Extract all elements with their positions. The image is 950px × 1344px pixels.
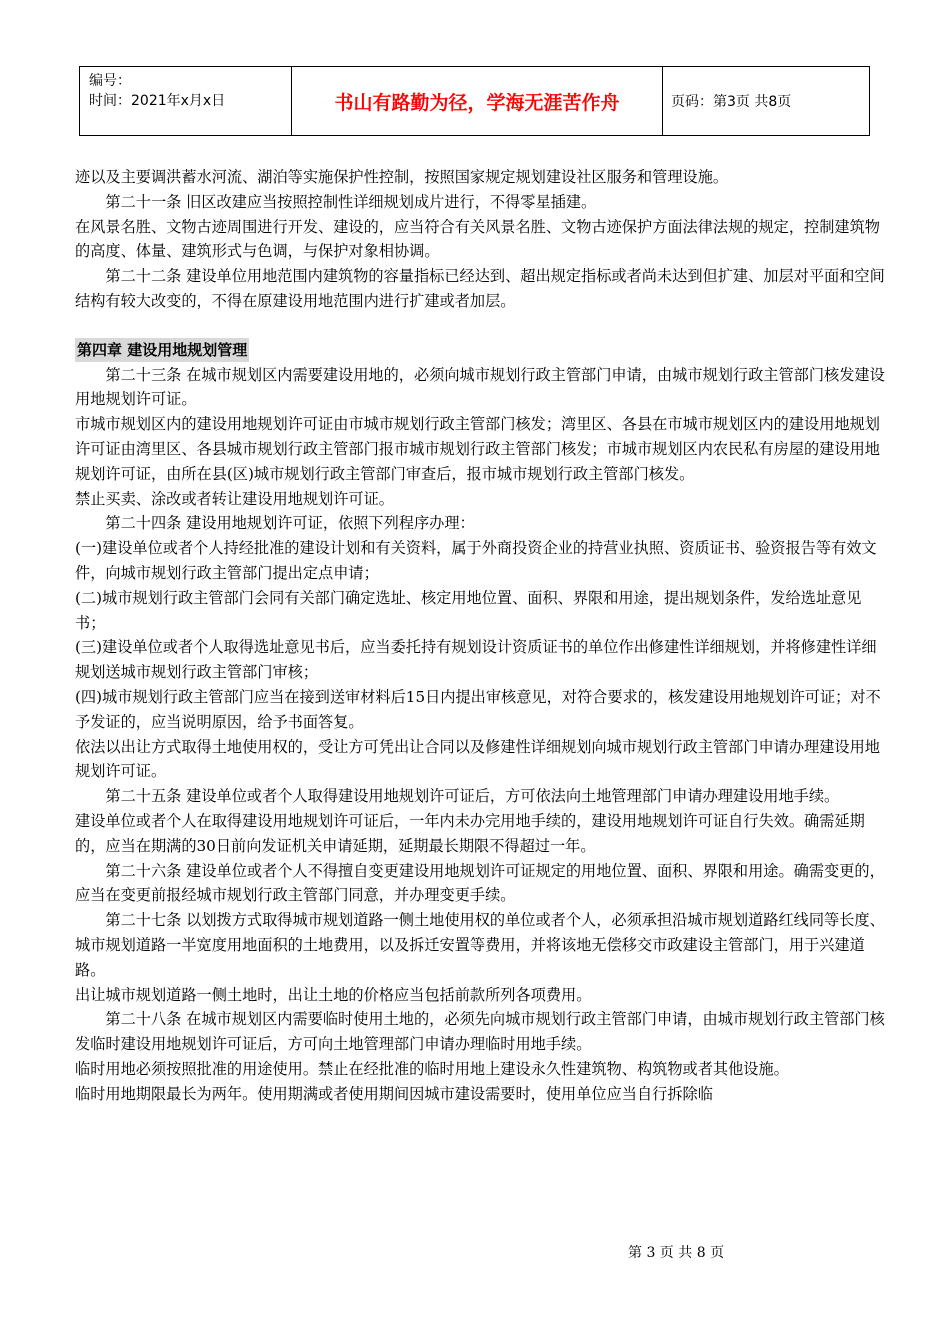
paragraph: 禁止买卖、涂改或者转让建设用地规划许可证。 xyxy=(75,489,394,508)
paragraph: 市城市规划区内的建设用地规划许可证由市城市规划行政主管部门核发；湾里区、各县在市城市规划区内的建设用地规划许可证由湾里区、各县城市规划行政主管部门报市城市规划行政主管部门核发；市城市规划区内农民私有房屋的建设用地规划许可证，由所在县(区)城市规划行政主管部门审查后，报市城市规划行政主管部门核发。 xyxy=(75,415,880,483)
section-block-1 xyxy=(75,165,885,314)
header-meta xyxy=(80,67,292,136)
header-motto: 书山有路勤为径，学海无涯苦作舟 xyxy=(292,67,663,136)
paragraph: 依法以出让方式取得土地使用权的，受让方可凭出让合同以及修建性详细规划向城市规划行政主管部门申请办理建设用地规划许可证。 xyxy=(75,737,880,781)
paragraph: (三)建设单位或者个人取得选址意见书后，应当委托持有规划设计资质证书的单位作出修建性详细规划，并将修建性详细规划送城市规划行政主管部门审核； xyxy=(75,638,877,682)
paragraph: (一)建设单位或者个人持经批准的建设计划和有关资料，属于外商投资企业的持营业执照、资质证书、验资报告等有效文件，向城市规划行政主管部门提出定点申请； xyxy=(75,539,877,582)
page-footer: 第 3 页 共 8 页 xyxy=(628,1245,725,1261)
paragraph: 临时用地必须按照批准的用途使用。禁止在经批准的临时用地上建设永久性建筑物、构筑物或者其他设施。 xyxy=(75,1059,789,1078)
paragraph: 第二十八条 在城市规划区内需要临时使用土地的，必须先向城市规划行政主管部门申请，由城市规划行政主管部门核发临时建设用地规划许可证后，方可向土地管理部门申请办理临时用地手续。 xyxy=(75,1010,885,1054)
paragraph: 在风景名胜、文物古迹周围进行开发、建设的，应当符合有关风景名胜、文物古迹保护方面法律法规的规定，控制建筑物的高度、体量、建筑形式与色调，与保护对象相协调。 xyxy=(75,217,880,261)
paragraph: 第二十六条 建设单位或者个人不得擅自变更建设用地规划许可证规定的用地位置、面积、界限和用途。确需变更的，应当在变更前报经城市规划行政主管部门同意，并办理变更手续。 xyxy=(75,861,885,905)
paragraph: 迹以及主要调洪蓄水河流、湖泊等实施保护性控制，按照国家规定规划建设社区服务和管理设施。 xyxy=(75,168,729,186)
paragraph: (四)城市规划行政主管部门应当在接到送审材料后15日内提出审核意见，对符合要求的，核发建设用地规划许可证；对不予发证的，应当说明原因，给予书面答复。 xyxy=(75,687,881,731)
paragraph: 第二十七条 以划拨方式取得城市规划道路一侧土地使用权的单位或者个人，必须承担沿城市规划道路红线同等长度、城市规划道路一半宽度用地面积的土地费用，以及拆迁安置等费用，并将该地无偿移交市政建设主管部门，用于兴建道路。 xyxy=(75,911,885,979)
chapter-heading-wrap xyxy=(75,338,885,363)
chapter-heading: 第四章 建设用地规划管理 xyxy=(75,338,249,362)
header-page-info: 页码：第3页 共8页 xyxy=(663,67,870,136)
number-label: 编号： xyxy=(89,73,131,89)
paragraph: 第二十三条 在城市规划区内需要建设用地的，必须向城市规划行政主管部门申请，由城市规划行政主管部门核发建设用地规划许可证。 xyxy=(75,365,885,409)
paragraph: 第二十五条 建设单位或者个人取得建设用地规划许可证后，方可依法向土地管理部门申请办理建设用地手续。 xyxy=(105,787,840,806)
paragraph: 出让城市规划道路一侧土地时，出让土地的价格应当包括前款所列各项费用。 xyxy=(75,985,592,1004)
section-block-2 xyxy=(75,363,885,1107)
paragraph: (二)城市规划行政主管部门会同有关部门确定选址、核定用地位置、面积、界限和用途，提出规划条件，发给选址意见书； xyxy=(75,588,862,632)
time-label: 时间：2021年x月x日 xyxy=(89,93,226,109)
document-header xyxy=(79,66,870,136)
paragraph: 第二十四条 建设用地规划许可证，依照下列程序办理： xyxy=(105,514,475,533)
paragraph: 第二十二条 建设单位用地范围内建筑物的容量指标已经达到、超出规定指标或者尚未达到但扩建、加层对平面和空间结构有较大改变的，不得在原建设用地范围内进行扩建或者加层。 xyxy=(75,267,885,310)
paragraph: 临时用地期限最长为两年。使用期满或者使用期间因城市建设需要时，使用单位应当自行拆除临 xyxy=(75,1084,713,1103)
document-body xyxy=(75,165,885,1106)
paragraph: 建设单位或者个人在取得建设用地规划许可证后，一年内未办完用地手续的，建设用地规划许可证自行失效。确需延期的，应当在期满的30日前向发证机关申请延期，延期最长期限不得超过一年。 xyxy=(75,811,865,855)
paragraph: 第二十一条 旧区改建应当按照控制性详细规划成片进行，不得零星插建。 xyxy=(105,192,597,211)
